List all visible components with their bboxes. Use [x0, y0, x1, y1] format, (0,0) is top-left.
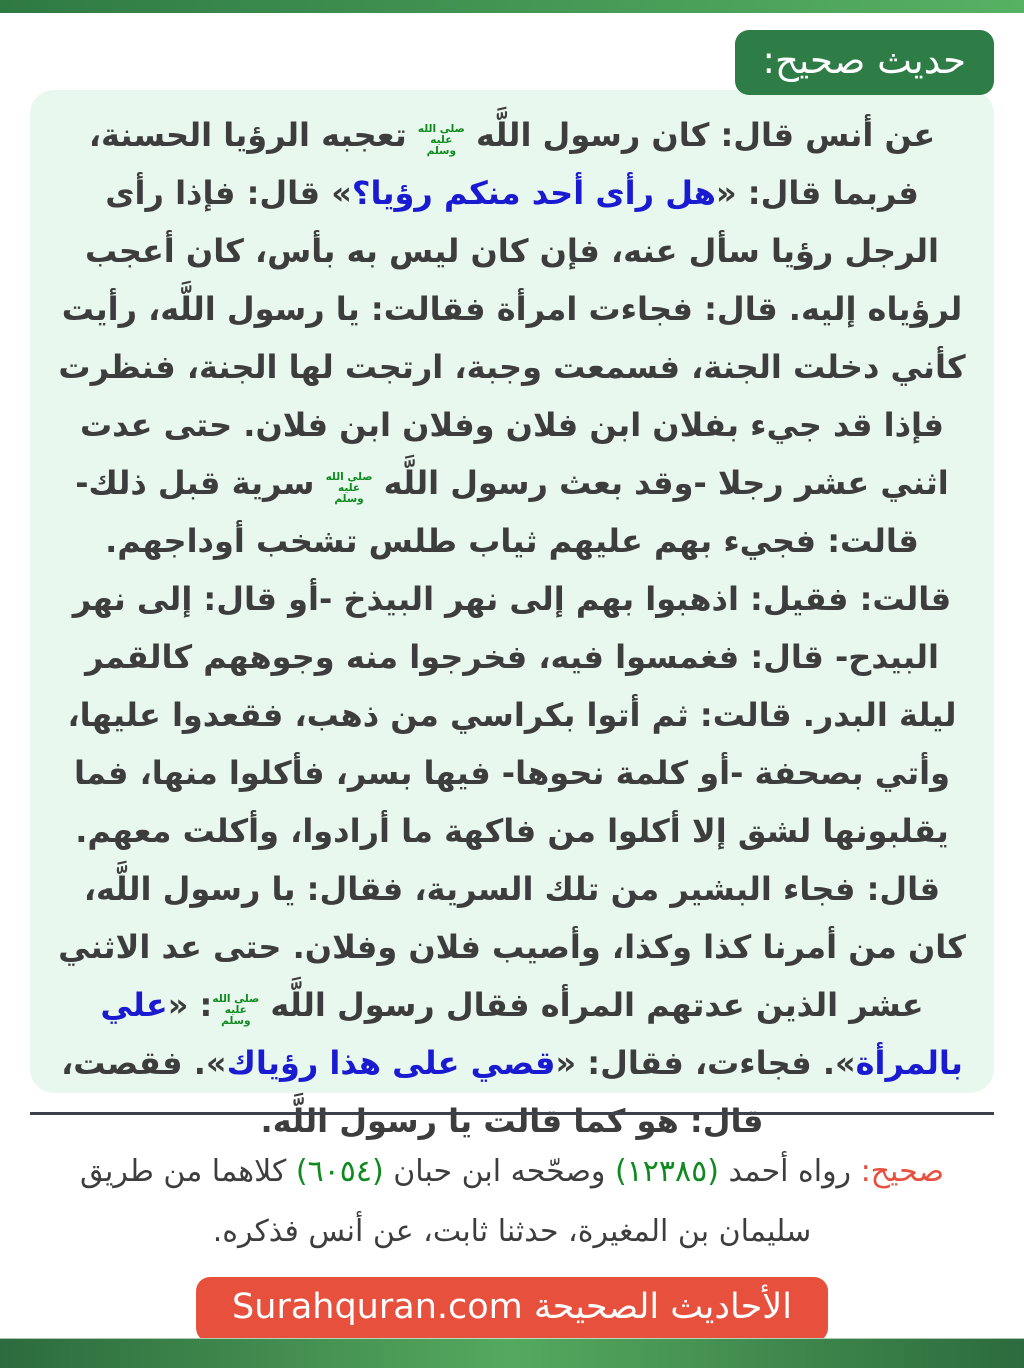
- pbuh-icon: صلى الله عليه وسلم: [417, 122, 465, 157]
- top-border-bar: [0, 0, 1024, 13]
- site-domain: Surahquran.com: [232, 1287, 523, 1327]
- hadith-text-panel: [30, 90, 994, 1140]
- text-segment-dark: وصحّحه ابن حبان: [383, 1154, 615, 1189]
- site-title: الأحاديث الصحيحة: [533, 1287, 792, 1327]
- text-segment-blue: علي بالمرأة: [100, 986, 963, 1082]
- text-segment-red: صحيح:: [860, 1154, 944, 1189]
- pbuh-icon: صلى الله عليه وسلم: [212, 992, 260, 1027]
- source-text: [80, 1154, 944, 1249]
- text-segment-green: (٦٠٥٤): [295, 1154, 384, 1189]
- bottom-border-bar: [0, 1338, 1024, 1368]
- text-segment-dark: : «: [167, 986, 213, 1024]
- text-segment-blue: قصي على هذا رؤياك: [226, 1044, 556, 1082]
- text-segment-dark: سرية قبل ذلك- قالت: فجيء بهم عليهم ثياب طلس تشخب أوداجهم. قالت: فقيل: اذهبوا بهم إلى نهر البيذخ -أو قال: إلى نهر البيدح- قال: فغمسوا فيه، فخرجوا منه وجوههم كالقمر ليلة البدر. قالت: ثم أتوا بكراسي من ذهب، فقعدوا عليها، وأتي بصحفة -أو كلمة نحوها- فيها بسر، فأكلوا منها، فما يقلبونها لشق إلا أكلوا من فاكهة ما أرادوا، وأكلت معهم. قال: فجاء البشير من تلك السرية، فقال: يا رسول اللَّه، كان من أمرنا كذا وكذا، وأصيب فلان وفلان. حتى عد الاثني عشر الذين عدتهم المرأه فقال رسول اللَّه: [58, 464, 966, 1024]
- text-segment-dark: » قال: فإذا رأى الرجل رؤيا سأل عنه، فإن كان ليس به بأس، كان أعجب لرؤياه إليه. قال: فجاءت امرأة فقالت: يا رسول اللَّه، رأيت كأني دخلت الجنة، فسمعت وجبة، ارتجت لها الجنة، فنظرت فإذا قد جيء بفلان ابن فلان وفلان ابن فلان. حتى عدت اثني عشر رجلا -وقد بعث رسول اللَّه: [58, 174, 966, 502]
- text-segment-dark: ». فقصت، قال: هو كما قالت يا رسول اللَّه.: [61, 1044, 764, 1140]
- text-segment-dark: تعجبه الرؤيا الحسنة، فربما قال: «: [88, 116, 919, 212]
- text-segment-blue: هل رأى أحد منكم رؤيا؟: [351, 174, 716, 212]
- text-segment-dark: رواه أحمد: [718, 1154, 861, 1189]
- hadith-source-line: [30, 1142, 994, 1262]
- divider: [30, 1112, 994, 1115]
- text-segment-dark: ». فجاءت، فقال: «: [555, 1044, 856, 1082]
- text-segment-green: (١٢٣٨٥): [614, 1154, 719, 1189]
- pbuh-icon: صلى الله عليه وسلم: [325, 470, 373, 505]
- site-link-button[interactable]: [196, 1277, 828, 1342]
- text-segment-dark: كلاهما من طريق سليمان بن المغيرة، حدثنا ثابت، عن أنس فذكره.: [80, 1154, 812, 1249]
- hadith-text: [58, 116, 966, 1140]
- text-segment-dark: عن أنس قال: كان رسول اللَّه: [464, 116, 936, 154]
- hadith-status-badge: حديث صحيح:: [735, 30, 995, 95]
